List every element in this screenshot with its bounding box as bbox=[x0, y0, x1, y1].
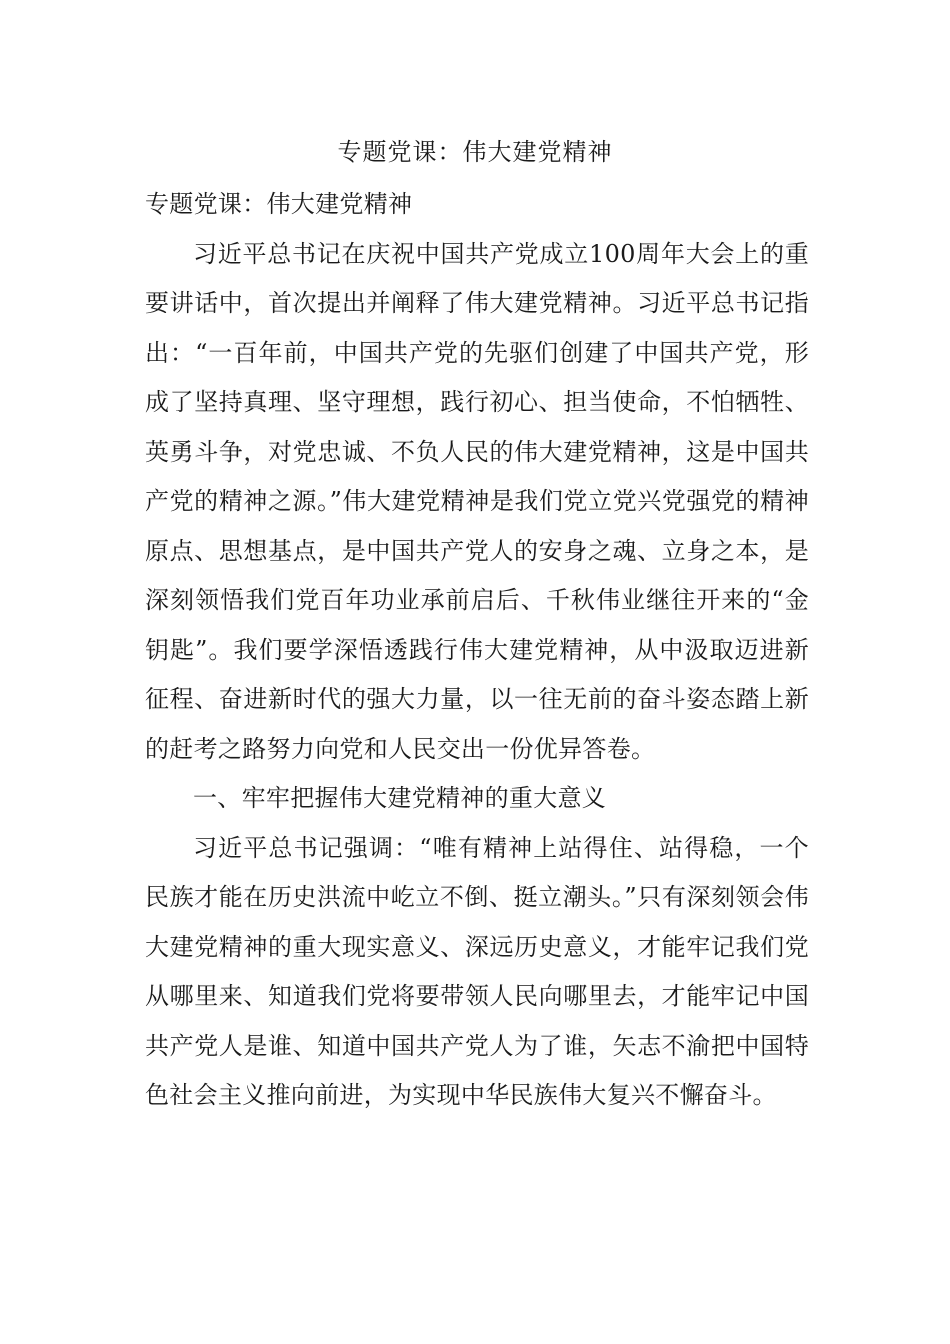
section-paragraph: 习近平总书记强调：“唯有精神上站得住、站得稳，一个民族才能在历史洪流中屹立不倒、挺立潮头。”只有深刻领会伟大建党精神的重大现实意义、深远历史意义，才能牢记我们党从哪里来、知道我们党将要带领人民向哪里去，才能牢记中国共产党人是谁、知道中国共产党人为了谁，矢志不渝把中国特色社会主义推向前进，为实现中华民族伟大复兴不懈奋斗。 bbox=[145, 833, 809, 1109]
document-title: 专题党课：伟大建党精神 bbox=[337, 138, 613, 166]
section-heading: 一、牢牢把握伟大建党精神的重大意义 bbox=[193, 784, 607, 812]
intro-paragraph: 习近平总书记在庆祝中国共产党成立100周年大会上的重要讲话中，首次提出并阐释了伟大建党精神。习近平总书记指出：“一百年前，中国共产党的先驱们创建了中国共产党，形成了坚持真理、坚守理想，践行初心、担当使命，不怕牺牲、英勇斗争，对党忠诚、不负人民的伟大建党精神，这是中国共产党的精神之源。”伟大建党精神是我们党立党兴党强党的精神原点、思想基点，是中国共产党人的安身之魂、立身之本，是深刻领悟我们党百年功业承前启后、千秋伟业继往开来的“金钥匙”。我们要学深悟透践行伟大建党精神，从中汲取迈进新征程、奋进新时代的强大力量，以一往无前的奋斗姿态踏上新的赶考之路努力向党和人民交出一份优异答卷。 bbox=[145, 239, 809, 763]
document-subtitle: 专题党课：伟大建党精神 bbox=[145, 190, 413, 218]
document-body bbox=[145, 180, 809, 1121]
